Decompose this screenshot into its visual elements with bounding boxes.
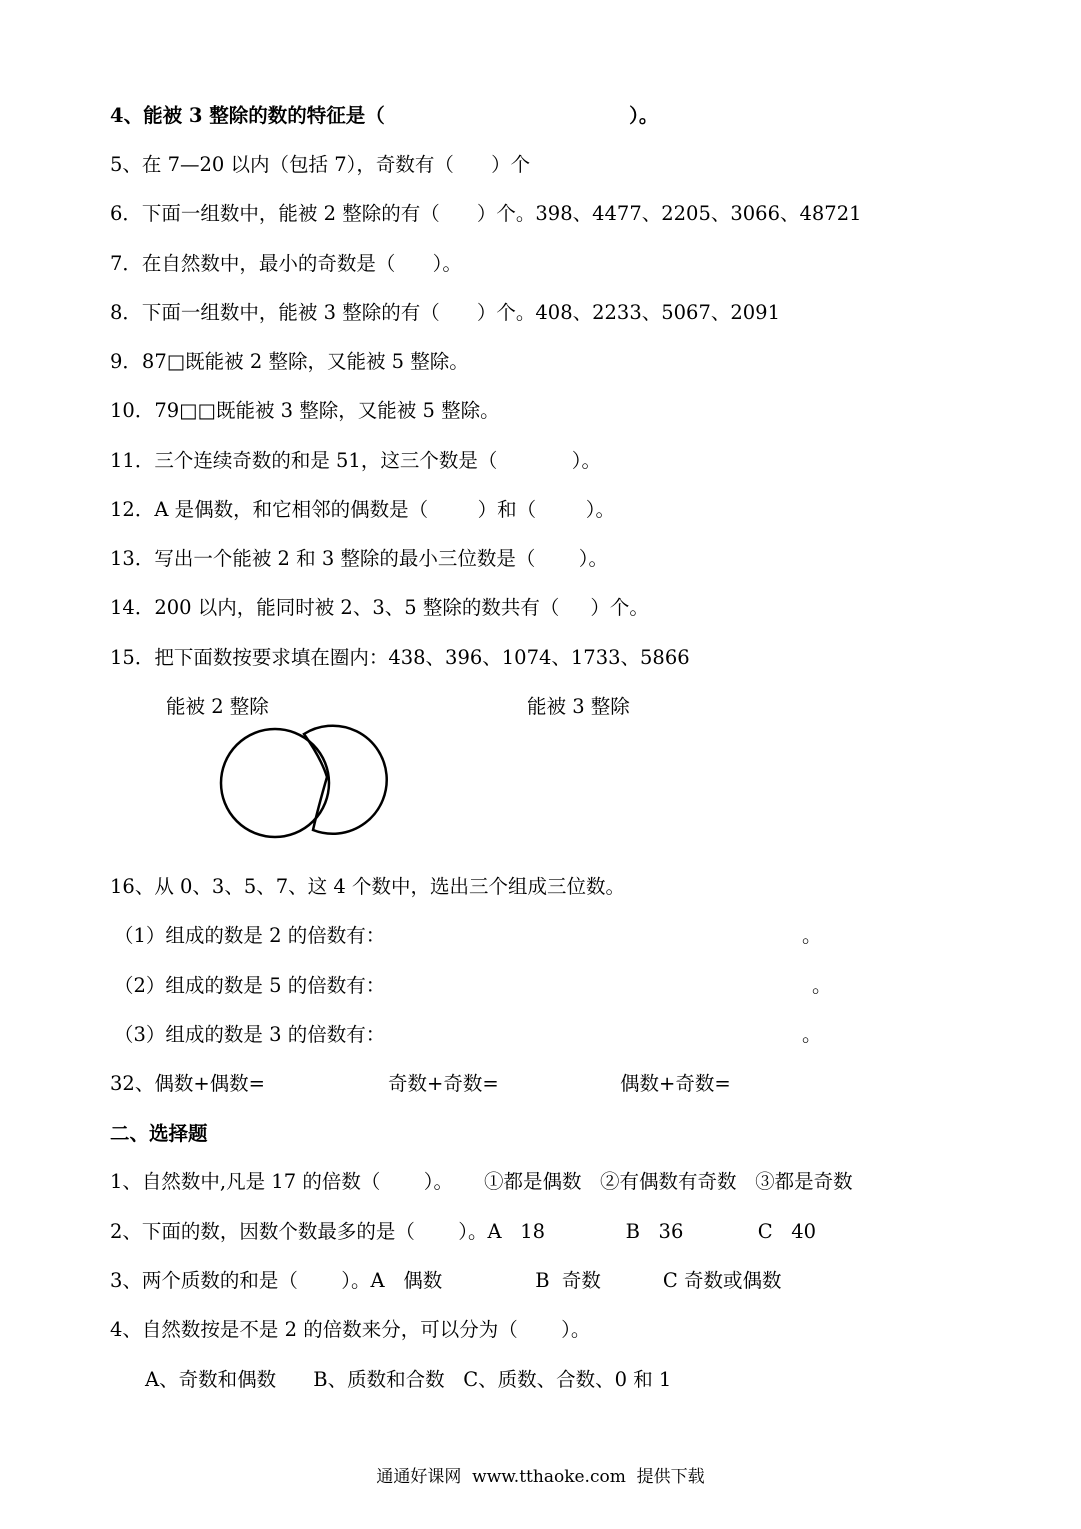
choice-question-4-options: A、奇数和偶数 B、质数和合数 C、质数、合数、0 和 1 [145,1368,672,1391]
question-6: 6．下面一组数中，能被 2 整除的有（ ）个。398、4477、2205、3066、48721 [110,202,862,225]
choice-question-2: 2、下面的数，因数个数最多的是（ ）。A 18 B 36 C 40 [110,1220,817,1243]
question-8: 8．下面一组数中，能被 3 整除的有（ ）个。408、2233、5067、2091 [110,301,780,324]
question-4: 4、能被 3 整除的数的特征是（ ）。 [110,104,659,127]
choice-question-3: 3、两个质数的和是（ ）。A 偶数 B 奇数 C 奇数或偶数 [110,1269,782,1292]
question-7: 7．在自然数中，最小的奇数是（ ）。 [110,252,462,275]
page-footer[interactable]: 通通好课网 www.tthaoke.com 提供下载 [376,1467,705,1487]
question-9: 9．87□既能被 2 整除，又能被 5 整除。 [110,350,469,373]
question-16-item-3-end: 。 [802,1023,822,1046]
question-32-odd-odd: 奇数+奇数= [388,1072,499,1095]
question-14: 14．200 以内，能同时被 2、3、5 整除的数共有（ ）个。 [110,596,649,619]
question-13: 13．写出一个能被 2 和 3 整除的最小三位数是（ ）。 [110,547,609,570]
question-32-even-odd: 偶数+奇数= [620,1072,731,1095]
question-16-title: 16、从 0、3、5、7、这 4 个数中，选出三个组成三位数。 [110,875,625,898]
section-2-heading: 二、选择题 [110,1122,208,1145]
question-16-item-3: （3）组成的数是 3 的倍数有： [114,1023,386,1046]
choice-question-1: 1、自然数中,凡是 17 的倍数（ ）。 ①都是偶数 ②有偶数有奇数 ③都是奇数 [110,1170,853,1193]
question-11: 11．三个连续奇数的和是 51，这三个数是（ ）。 [110,449,601,472]
venn-right-circle[interactable] [304,726,387,834]
question-32-even-even: 32、偶数+偶数= [110,1072,265,1095]
choice-question-4: 4、自然数按是不是 2 的倍数来分，可以分为（ ）。 [110,1318,591,1341]
question-12: 12．A 是偶数，和它相邻的偶数是（ ）和（ ）。 [110,498,616,521]
question-16-item-2-end: 。 [812,974,832,997]
venn-left-label: 能被 2 整除 [166,695,269,718]
venn-right-label: 能被 3 整除 [527,695,630,718]
venn-diagram[interactable] [200,720,420,845]
question-15: 15．把下面数按要求填在圈内：438、396、1074、1733、5866 [110,646,690,669]
question-16-item-1: （1）组成的数是 2 的倍数有： [114,924,386,947]
question-10: 10．79□□既能被 3 整除，又能被 5 整除。 [110,399,500,422]
question-5: 5、在 7—20 以内（包括 7），奇数有（ ）个 [110,153,531,176]
question-16-item-1-end: 。 [802,924,822,947]
question-16-item-2: （2）组成的数是 5 的倍数有： [114,974,386,997]
